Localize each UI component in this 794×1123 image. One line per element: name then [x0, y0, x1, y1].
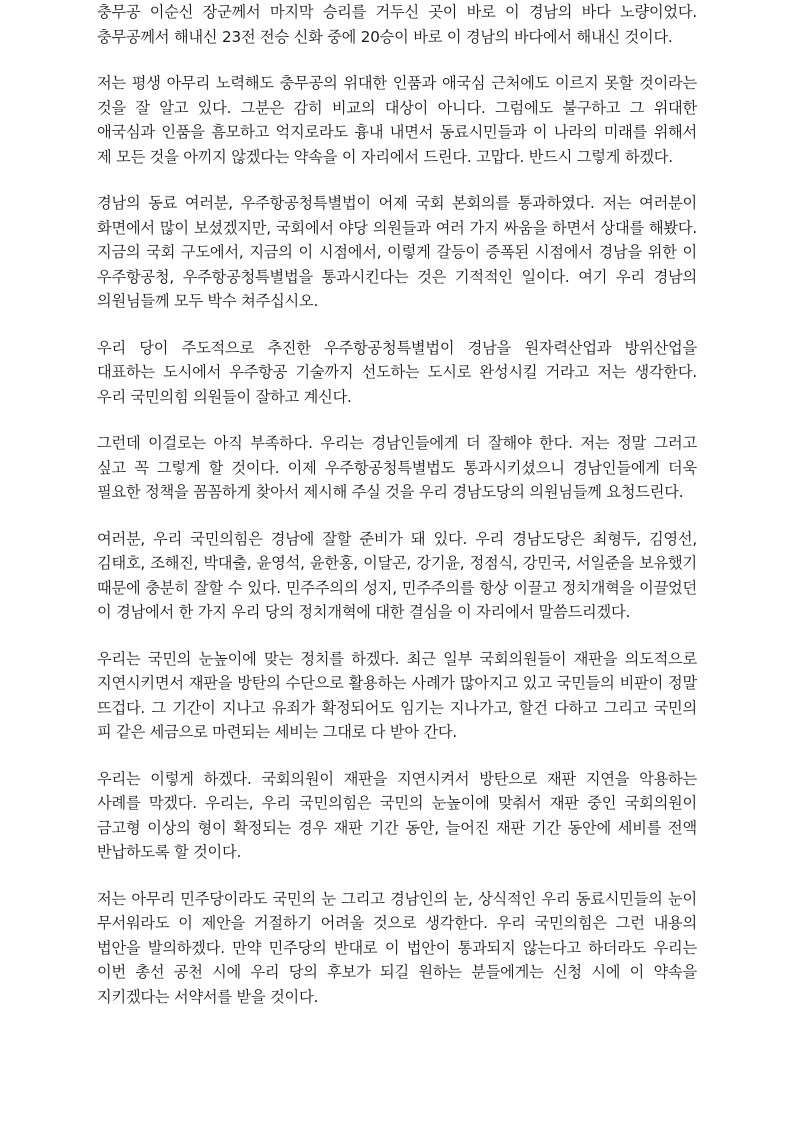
paragraph-3: 경남의 동료 여러분, 우주항공청특별법이 어제 국회 본회의를 통과하였다. 저는 여러분이 화면에서 많이 보셨겠지만, 국회에서 야당 의원들과 여러 가지 싸움을 하면서 상대를 해봤다. 지금의 국회 구도에서, 지금의 이 시점에서, 이렇게 갈등이 증폭된 시점에서 경남을 위한 이 우주항공청, 우주항공청특별법을 통과시킨다는 것은 기적적인 일이다. 여기 우리 경남의 의원님들께 모두 박수 쳐주십시오. [97, 194, 697, 310]
paragraph-9: 저는 아무리 민주당이라도 국민의 눈 그리고 경남인의 눈, 상식적인 우리 동료시민들의 눈이 무서워라도 이 제안을 거절하기 어려울 것으로 생각한다. 우리 국민의힘은 그런 내용의 법안을 발의하겠다. 만약 민주당의 반대로 이 법안이 통과되지 않는다고 하더라도 우리는 이번 총선 공천 시에 우리 당의 후보가 되길 원하는 분들에게는 신청 시에 이 약속을 지키겠다는 서약서를 받을 것이다. [97, 889, 697, 1006]
paragraph-8: 우리는 이렇게 하겠다. 국회의원이 재판을 지연시켜서 방탄으로 재판 지연을 악용하는 사례를 막겠다. 우리는, 우리 국민의힘은 국민의 눈높이에 맞춰서 재판 중인 국회의원이 금고형 이상의 형이 확정되는 경우 재판 기간 동안, 늘어진 재판 기간 동안에 세비를 전액 반납하도록 할 것이다. [97, 769, 697, 861]
paragraph-6: 여러분, 우리 국민의힘은 경남에 잘할 준비가 돼 있다. 우리 경남도당은 최형두, 김영선, 김태호, 조해진, 박대출, 윤영석, 윤한홍, 이달곤, 강기윤, 정점식, 강민국, 서일준을 보유했기 때문에 충분히 잘할 수 있다. 민주주의의 성지, 민주주의를 항상 이끌고 정치개혁을 이끌었던 이 경남에서 한 가지 우리 당의 정치개혁에 대한 결심을 이 자리에서 말씀드리겠다. [97, 529, 697, 621]
paragraph-2: 저는 평생 아무리 노력해도 충무공의 위대한 인품과 애국심 근처에도 이르지 못할 것이라는 것을 잘 알고 있다. 그분은 감히 비교의 대상이 아니다. 그럼에도 불구하고 그 위대한 애국심과 인품을 흠모하고 억지로라도 흉내 내면서 동료시민들과 이 나라의 미래를 위해서 제 모든 것을 아끼지 않겠다는 약속을 이 자리에서 드린다. 고맙다. 반드시 그렇게 하겠다. [97, 74, 697, 166]
paragraph-4: 우리 당이 주도적으로 추진한 우주항공청특별법이 경남을 원자력산업과 방위산업을 대표하는 도시에서 우주항공 기술까지 선도하는 도시로 완성시킬 거라고 저는 생각한다. 우리 국민의힘 의원들이 잘하고 계신다. [97, 338, 697, 406]
paragraph-1: 충무공 이순신 장군께서 마지막 승리를 거두신 곳이 바로 이 경남의 바다 노량이었다. 충무공께서 해내신 23전 전승 신화 중에 20승이 바로 이 경남의 바다에서 해내신 것이다. [97, 3, 697, 46]
paragraph-7: 우리는 국민의 눈높이에 맞는 정치를 하겠다. 최근 일부 국회의원들이 재판을 의도적으로 지연시키면서 재판을 방탄의 수단으로 활용하는 사례가 많아지고 있고 국민들의 비판이 정말 뜨겁다. 그 기간이 지나고 유죄가 확정되어도 임기는 지나가고, 할건 다하고 그리고 국민의 피 같은 세금으로 마련되는 세비는 그대로 다 받아 간다. [97, 649, 697, 741]
speech-document [97, 0, 697, 1031]
paragraph-5: 그런데 이걸로는 아직 부족하다. 우리는 경남인들에게 더 잘해야 한다. 저는 정말 그러고 싶고 꼭 그렇게 할 것이다. 이제 우주항공청특별법도 통과시키셨으니 경남인들에게 더욱 필요한 정책을 꼼꼼하게 찾아서 제시해 주실 것을 우리 경남도당의 의원님들께 요청드린다. [97, 434, 697, 501]
